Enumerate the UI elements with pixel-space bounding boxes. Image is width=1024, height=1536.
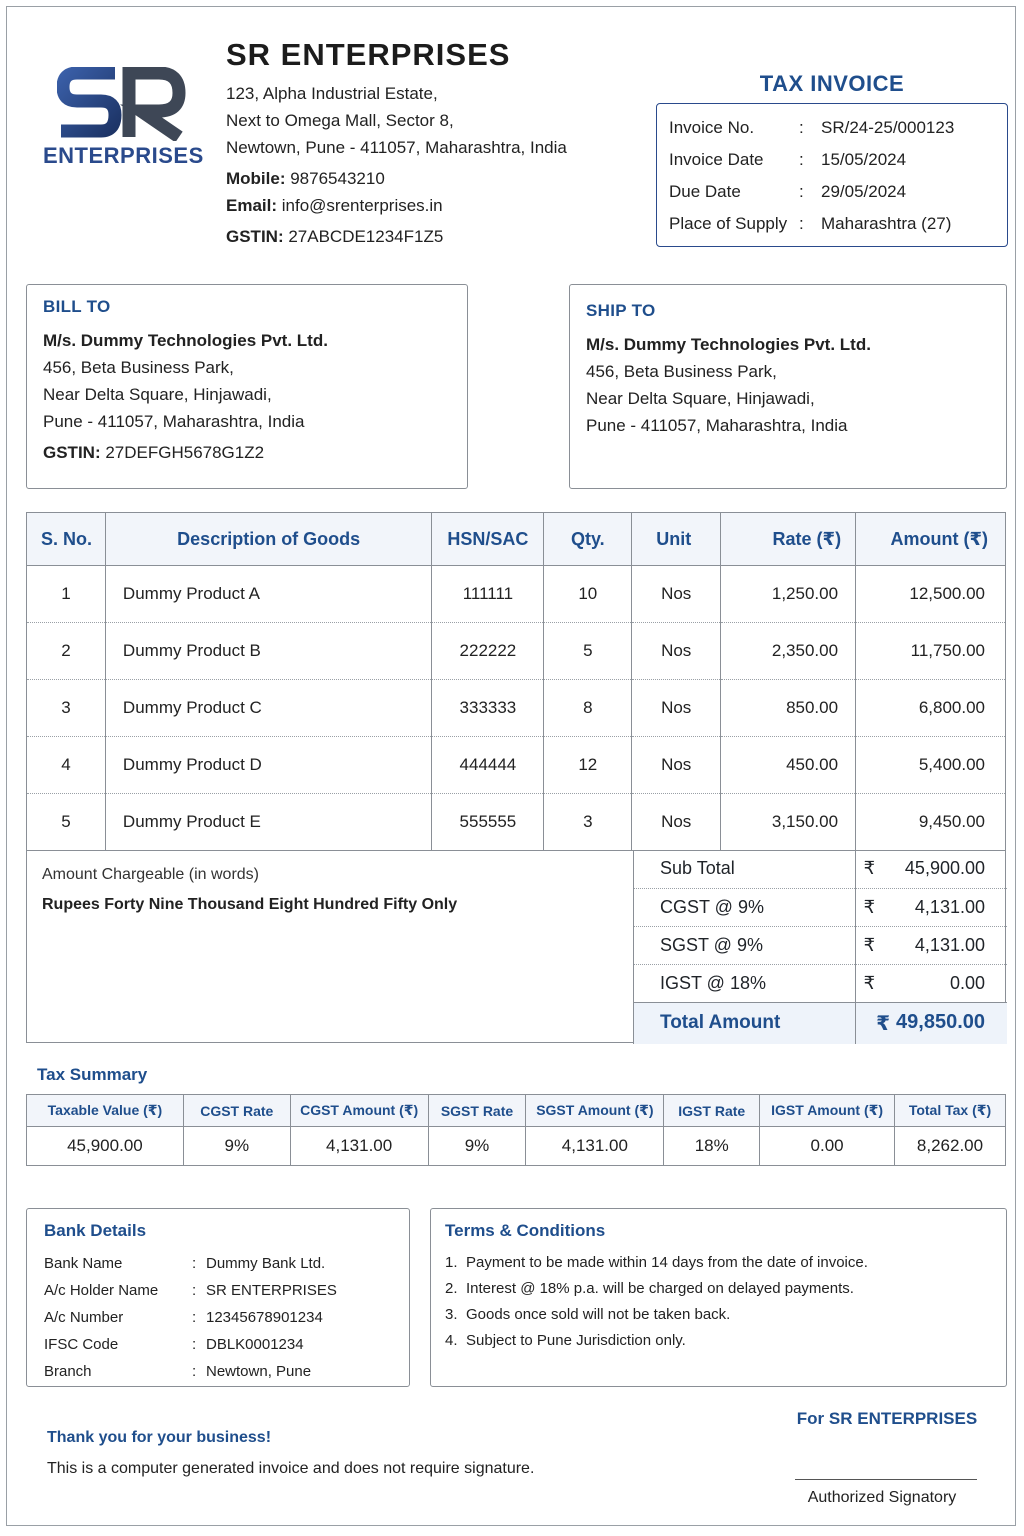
cell-unit: Nos [632,680,721,737]
invoice-meta-box [656,103,1008,247]
bill-to-address-line: Near Delta Square, Hinjawadi, [43,385,272,404]
cell-sgst-amount: 4,131.00 [526,1127,664,1166]
cell-sno: 2 [27,623,106,680]
tax-summary-table [26,1094,1006,1166]
cell-rate: 450.00 [721,737,856,794]
items-table [26,512,1006,851]
cell-taxable-value: 45,900.00 [27,1127,184,1166]
grand-total-value: ₹ 49,850.00 [855,1002,1007,1044]
ship-to-name: M/s. Dummy Technologies Pvt. Ltd. [586,335,871,354]
total-value: ₹ 0.00 [855,964,1007,1002]
invoice-meta-row: Invoice Date : 15/05/2024 [669,150,907,169]
company-address-line: Newtown, Pune - 411057, Maharashtra, India [226,138,567,157]
cell-sno: 4 [27,737,106,794]
cell-cgst-amount: 4,131.00 [290,1127,428,1166]
cell-rate: 1,250.00 [721,566,856,623]
cell-rate: 850.00 [721,680,856,737]
cell-sno: 1 [27,566,106,623]
total-row [634,850,1008,888]
cell-amount: 11,750.00 [856,623,1006,680]
total-label: SGST @ 9% [634,926,856,964]
cell-unit: Nos [632,794,721,851]
col-header-cgst-rate: CGST Rate [183,1095,290,1127]
total-row [634,926,1008,964]
invoice-title: TAX INVOICE [759,71,905,96]
cell-amount: 9,450.00 [856,794,1006,851]
bank-row: A/c Holder Name : SR ENTERPRISES [44,1282,337,1299]
total-row [634,964,1008,1002]
bank-row: Branch : Newtown, Pune [44,1363,312,1380]
col-header-sgst-rate: SGST Rate [428,1095,526,1127]
cell-description: Dummy Product B [105,623,432,680]
cell-amount: 5,400.00 [856,737,1006,794]
total-row [634,888,1008,926]
cell-amount: 6,800.00 [856,680,1006,737]
cell-hsn: 555555 [432,794,544,851]
cell-total-tax: 8,262.00 [895,1127,1006,1166]
total-value: ₹ 4,131.00 [855,926,1007,964]
cell-qty: 8 [544,680,632,737]
col-header-sgst-amount: SGST Amount (₹) [526,1095,664,1127]
terms-box [430,1208,1007,1387]
bank-row: A/c Number : 12345678901234 [44,1309,323,1326]
bank-details-box [26,1208,410,1387]
amount-words-label: Amount Chargeable (in words) [42,866,259,883]
col-header-cgst-amount: CGST Amount (₹) [290,1095,428,1127]
grand-total-row [634,1002,1008,1044]
total-label: IGST @ 18% [634,964,856,1002]
col-header-rate: Rate (₹) [721,513,856,566]
cell-sno: 3 [27,680,106,737]
col-header-sno: S. No. [27,513,106,566]
cell-description: Dummy Product E [105,794,432,851]
table-row [27,566,1006,623]
bill-to-box [26,284,468,489]
tax-summary-title: Tax Summary [37,1065,148,1084]
cell-unit: Nos [632,623,721,680]
signature-line [795,1479,977,1480]
thank-you-text: Thank you for your business! [47,1429,272,1446]
sr-logo-mark [57,67,187,141]
cell-hsn: 444444 [432,737,544,794]
grand-total-label: Total Amount [634,1002,856,1044]
bill-to-title: BILL TO [43,297,111,316]
ship-to-box [569,284,1007,489]
terms-item: 1. Payment to be made within 14 days from the date of invoice. [445,1254,868,1271]
col-header-total-tax: Total Tax (₹) [895,1095,1006,1127]
cell-cgst-rate: 9% [183,1127,290,1166]
col-header-unit: Unit [632,513,721,566]
table-row [27,1127,1006,1166]
ship-to-address-line: 456, Beta Business Park, [586,362,777,381]
invoice-meta-row: Invoice No. : SR/24-25/000123 [669,118,955,137]
items-header-row [27,513,1006,566]
cell-igst-amount: 0.00 [760,1127,895,1166]
table-row [27,623,1006,680]
col-header-description: Description of Goods [105,513,432,566]
table-row [27,680,1006,737]
authorized-signatory-label: Authorized Signatory [807,1489,957,1506]
cell-qty: 5 [544,623,632,680]
cell-sno: 5 [27,794,106,851]
company-info [226,37,646,250]
totals-section [26,850,1006,1043]
logo-text: ENTERPRISES [43,143,204,168]
company-email: Email: info@srenterprises.in [226,196,443,215]
totals-table [633,850,1007,1044]
cell-rate: 3,150.00 [721,794,856,851]
cell-sgst-rate: 9% [428,1127,526,1166]
cell-qty: 3 [544,794,632,851]
tax-summary-header-row [27,1095,1006,1127]
company-address-line: Next to Omega Mall, Sector 8, [226,111,454,130]
cell-description: Dummy Product C [105,680,432,737]
table-row [27,737,1006,794]
col-header-qty: Qty. [544,513,632,566]
cell-hsn: 222222 [432,623,544,680]
col-header-amount: Amount (₹) [856,513,1006,566]
cell-qty: 10 [544,566,632,623]
invoice-meta-row: Due Date : 29/05/2024 [669,182,907,201]
cell-qty: 12 [544,737,632,794]
invoice-meta-row: Place of Supply : Maharashtra (27) [669,214,952,233]
bill-to-address-line: Pune - 411057, Maharashtra, India [43,412,305,431]
company-mobile: Mobile: 9876543210 [226,169,385,188]
ship-to-address-line: Near Delta Square, Hinjawadi, [586,389,815,408]
cell-hsn: 333333 [432,680,544,737]
terms-item: 3. Goods once sold will not be taken back. [445,1306,731,1323]
col-header-hsn: HSN/SAC [432,513,544,566]
terms-item: 2. Interest @ 18% p.a. will be charged on delayed payments. [445,1280,854,1297]
total-label: Sub Total [634,850,856,888]
total-value: ₹ 45,900.00 [855,850,1007,888]
cell-hsn: 111111 [432,566,544,623]
bill-to-name: M/s. Dummy Technologies Pvt. Ltd. [43,331,328,350]
col-header-taxable-value: Taxable Value (₹) [27,1095,184,1127]
total-label: CGST @ 9% [634,888,856,926]
total-value: ₹ 4,131.00 [855,888,1007,926]
ship-to-title: SHIP TO [586,301,656,320]
cell-unit: Nos [632,737,721,794]
col-header-igst-rate: IGST Rate [664,1095,760,1127]
bill-to-address-line: 456, Beta Business Park, [43,358,234,377]
ship-to-address-line: Pune - 411057, Maharashtra, India [586,416,848,435]
bank-row: IFSC Code : DBLK0001234 [44,1336,304,1353]
cell-description: Dummy Product A [105,566,432,623]
bank-details-title: Bank Details [44,1221,147,1240]
cell-description: Dummy Product D [105,737,432,794]
invoice-page [6,6,1016,1526]
cell-unit: Nos [632,566,721,623]
for-company-label: For SR ENTERPRISES [796,1409,978,1428]
amount-words-value: Rupees Forty Nine Thousand Eight Hundred Fifty Only [42,896,458,913]
cell-rate: 2,350.00 [721,623,856,680]
cell-igst-rate: 18% [664,1127,760,1166]
table-row [27,794,1006,851]
company-address-line: 123, Alpha Industrial Estate, [226,84,438,103]
company-name: SR ENTERPRISES [226,37,511,72]
col-header-igst-amount: IGST Amount (₹) [760,1095,895,1127]
company-gstin: GSTIN: 27ABCDE1234F1Z5 [226,227,444,246]
computer-generated-note: This is a computer generated invoice and does not require signature. [47,1460,535,1477]
terms-item: 4. Subject to Pune Jurisdiction only. [445,1332,686,1349]
bill-to-gstin: GSTIN: 27DEFGH5678G1Z2 [43,443,265,462]
terms-title: Terms & Conditions [445,1221,606,1240]
company-logo [43,67,203,177]
cell-amount: 12,500.00 [856,566,1006,623]
bank-row: Bank Name : Dummy Bank Ltd. [44,1255,326,1272]
